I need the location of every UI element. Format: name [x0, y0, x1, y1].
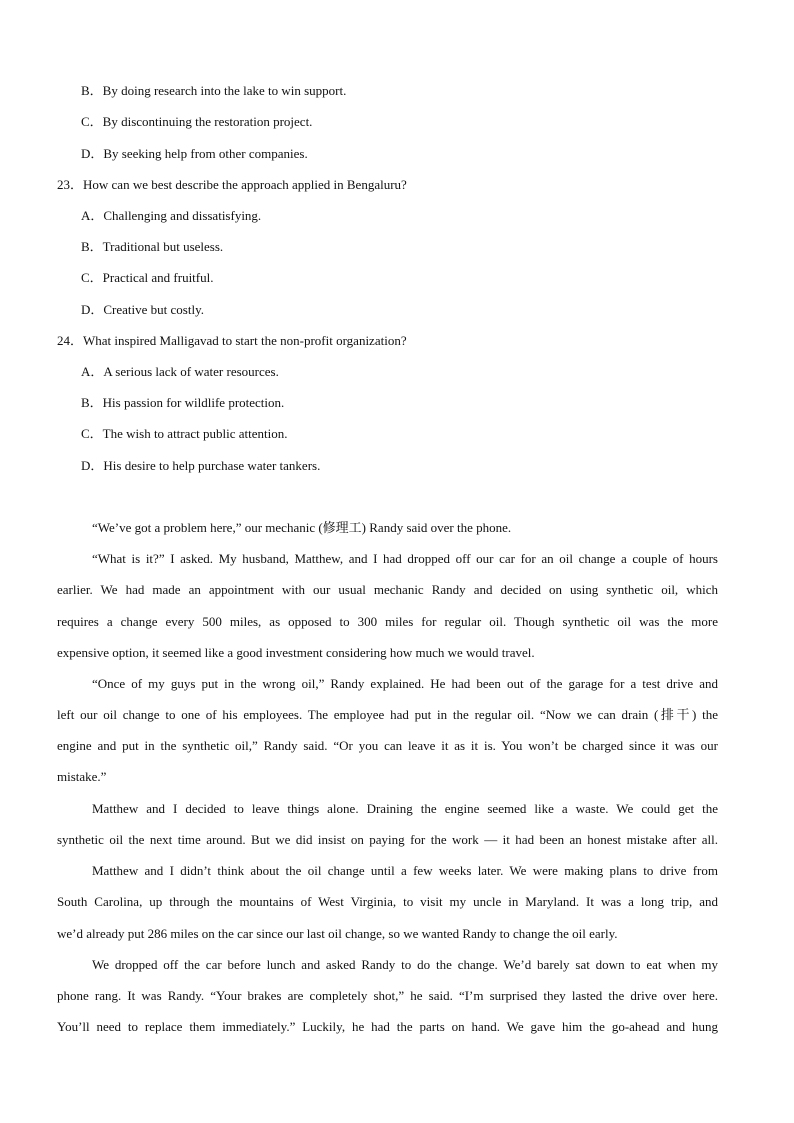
- q22-option-b: B．By doing research into the lake to win support.: [81, 83, 347, 98]
- q24-stem: 24．What inspired Malligavad to start the non-profit organization?: [57, 333, 407, 348]
- passage-line: Matthew and I didn’t think about the oil change until a few weeks later. We were making plans to drive from: [92, 863, 718, 878]
- q24-option-b: B．His passion for wildlife protection.: [81, 395, 285, 410]
- passage-line: requires a change every 500 miles, as opposed to 300 miles for regular oil. Though synthetic oil was the more: [57, 614, 718, 629]
- q23-option-d: D．Creative but costly.: [81, 302, 204, 317]
- passage-line: You’ll need to replace them immediately.” Luckily, he had the parts on hand. We gave him the go-ahead and hung: [57, 1019, 718, 1034]
- passage-line: we’d already put 286 miles on the car since our last oil change, so we wanted Randy to change the oil early.: [57, 926, 618, 941]
- passage-line: “We’ve got a problem here,” our mechanic (修理工) Randy said over the phone.: [92, 520, 512, 535]
- q23-option-c: C．Practical and fruitful.: [81, 270, 214, 285]
- q24-option-d: D．His desire to help purchase water tankers.: [81, 458, 321, 473]
- passage-line: Matthew and I decided to leave things alone. Draining the engine seemed like a waste. We could get the: [92, 801, 718, 816]
- passage-line: phone rang. It was Randy. “Your brakes are completely shot,” he said. “I’m surprised they lasted the drive over here.: [57, 988, 718, 1003]
- passage-line: mistake.”: [57, 769, 107, 784]
- q22-option-d: D．By seeking help from other companies.: [81, 146, 308, 161]
- q23-option-a: A．Challenging and dissatisfying.: [81, 208, 262, 223]
- q24-option-a: A．A serious lack of water resources.: [81, 364, 279, 379]
- passage-line: expensive option, it seemed like a good investment considering how much we would travel.: [57, 645, 535, 660]
- q23-option-b: B．Traditional but useless.: [81, 239, 224, 254]
- passage-line: “Once of my guys put in the wrong oil,” Randy explained. He had been out of the garage for a test drive and: [92, 676, 718, 691]
- q24-option-c: C．The wish to attract public attention.: [81, 426, 288, 441]
- passage-line: “What is it?” I asked. My husband, Matthew, and I had dropped off our car for an oil change a couple of hours: [92, 551, 718, 566]
- passage-line: synthetic oil the next time around. But we did insist on paying for the work — it had been an honest mistake after all.: [57, 832, 718, 847]
- q23-stem: 23．How can we best describe the approach applied in Bengaluru?: [57, 177, 407, 192]
- passage-line: earlier. We had made an appointment with our usual mechanic Randy and decided on using synthetic oil, which: [57, 582, 718, 597]
- passage-line: South Carolina, up through the mountains of West Virginia, to visit my uncle in Maryland. It was a long trip, and: [57, 894, 718, 909]
- passage-line: left our oil change to one of his employees. The employee had put in the regular oil. “Now we can drain (排干) the: [57, 707, 718, 722]
- passage-line: engine and put in the synthetic oil,” Randy said. “Or you can leave it as it is. You won’t be charged since it was our: [57, 738, 718, 753]
- passage-line: We dropped off the car before lunch and asked Randy to do the change. We’d barely sat down to eat when my: [92, 957, 718, 972]
- q22-option-c: C．By discontinuing the restoration project.: [81, 114, 313, 129]
